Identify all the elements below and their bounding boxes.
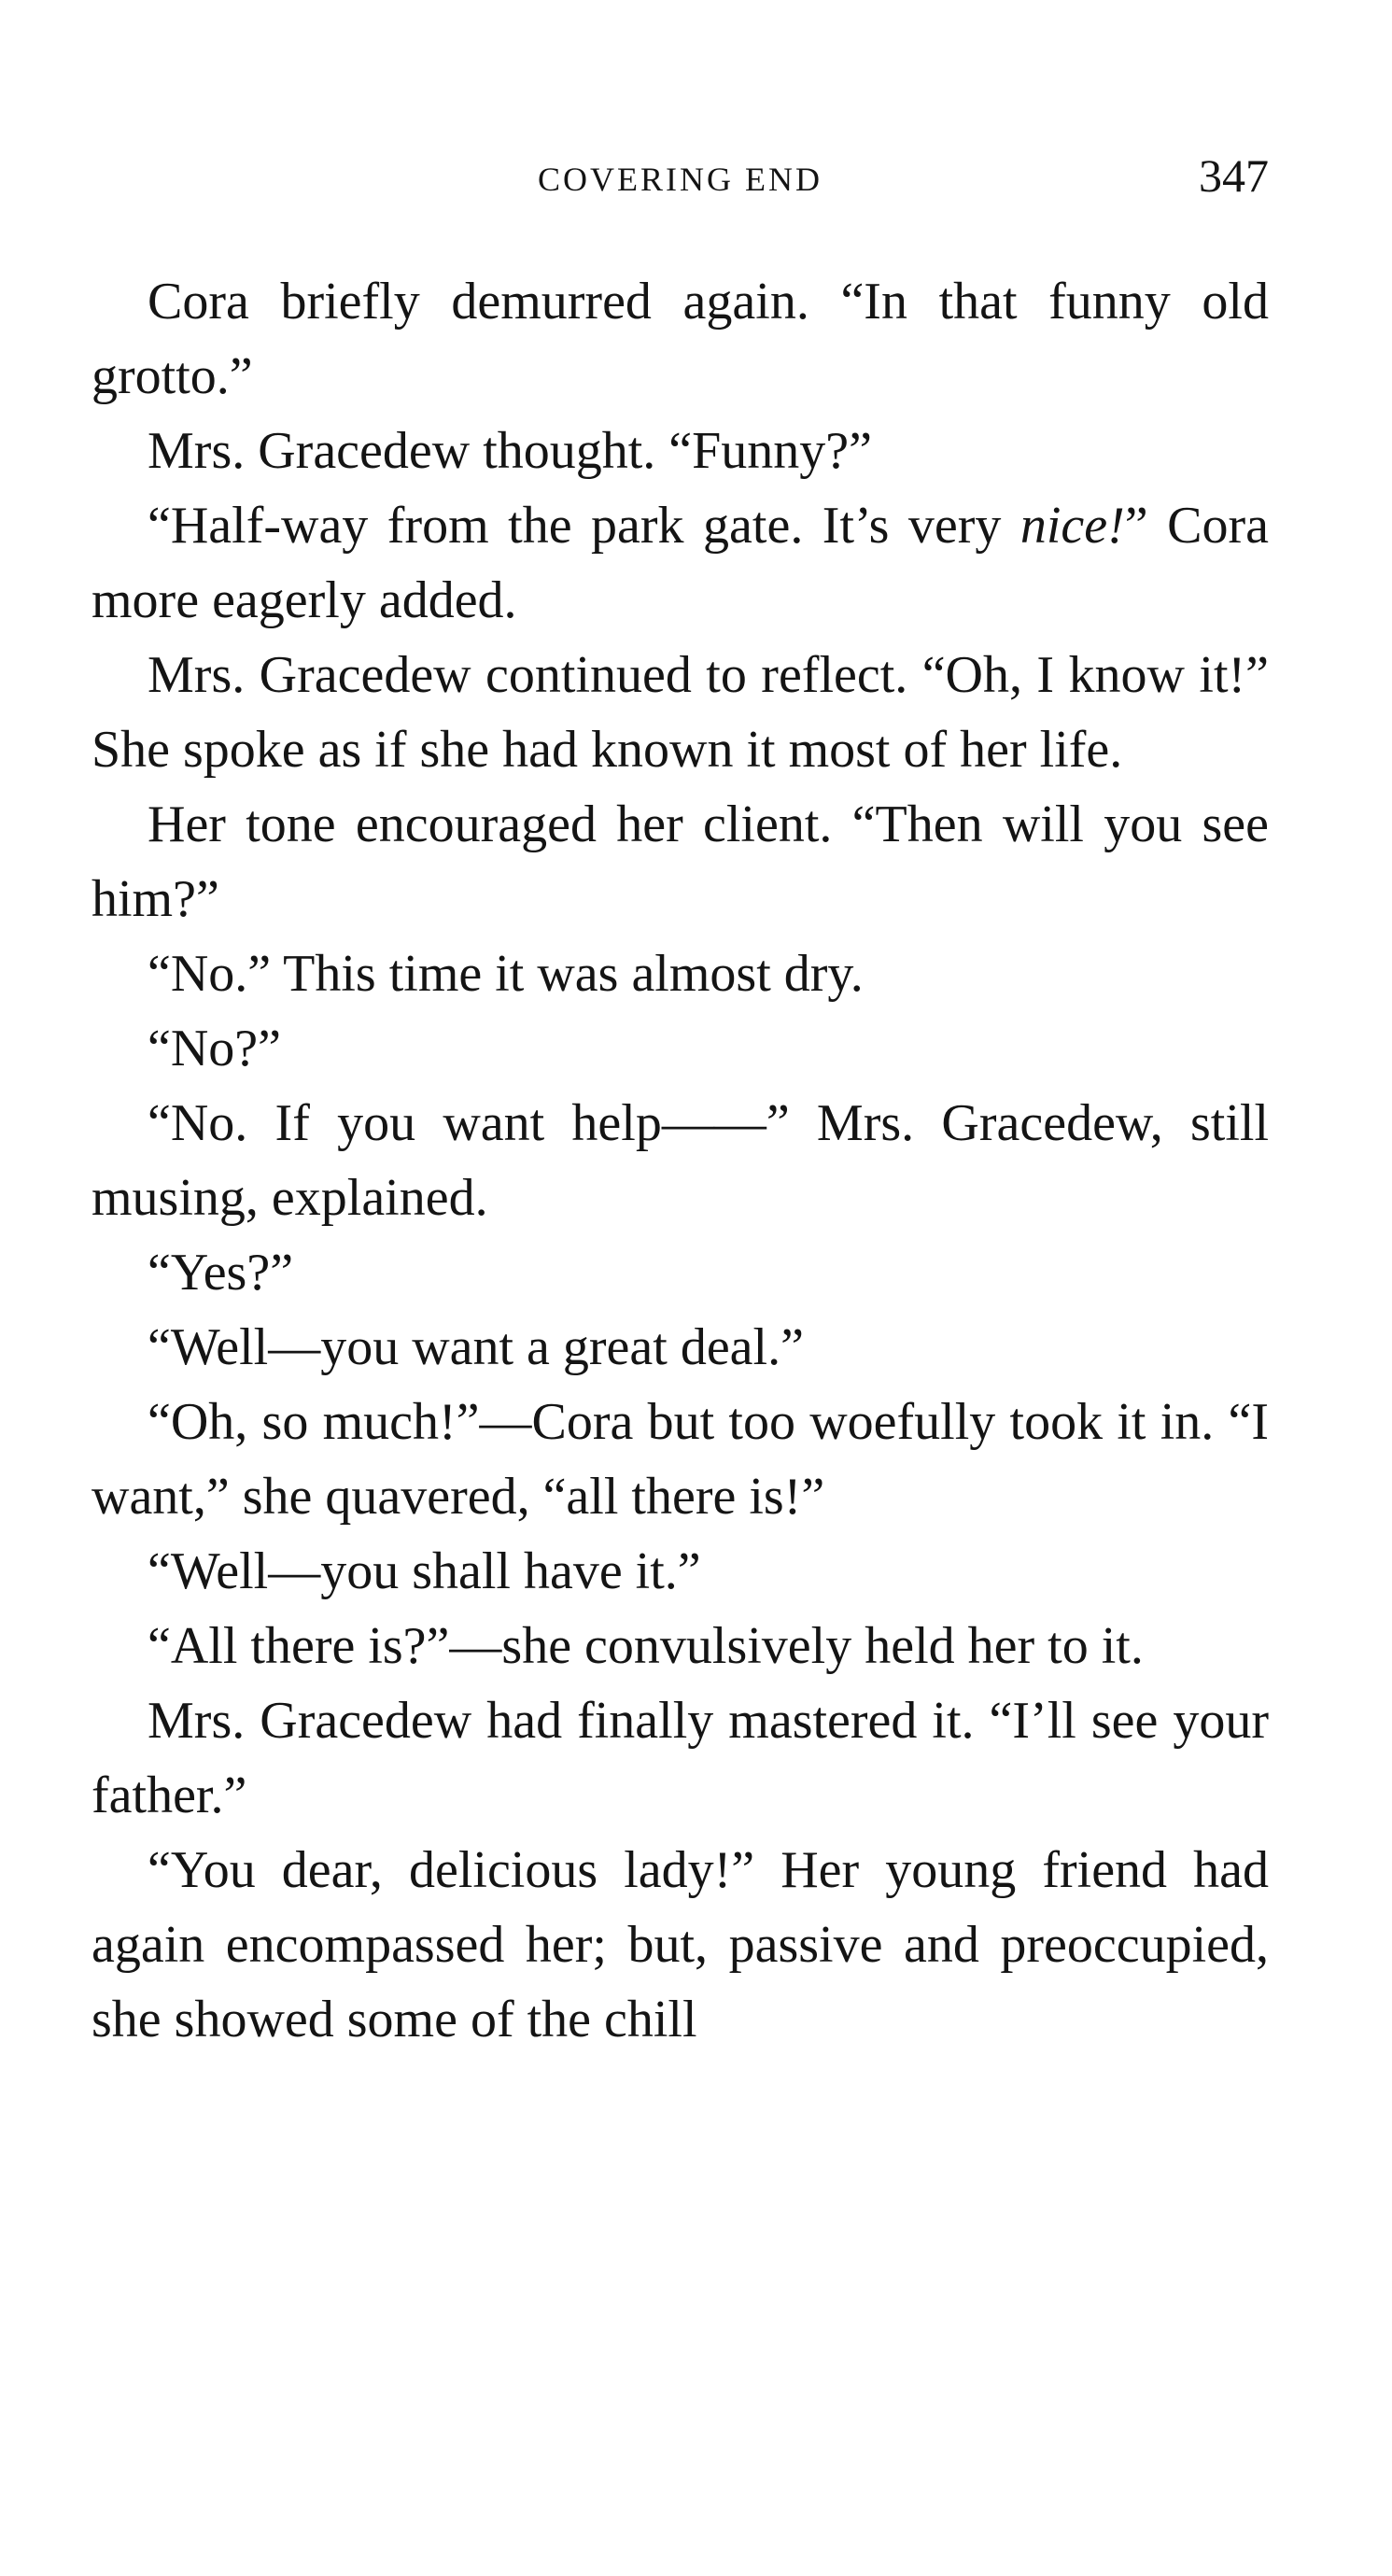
text-segment: “Well—you want a great deal.” (148, 1318, 804, 1376)
paragraph (91, 264, 1269, 414)
paragraph (91, 1833, 1269, 2057)
text-segment: Mrs. Gracedew had finally mastered it. “I’ll see your father.” (91, 1692, 1269, 1824)
text-segment: Mrs. Gracedew continued to reflect. “Oh, I know it!” She spoke as if she had known it most of her life. (91, 646, 1269, 779)
paragraph (91, 1310, 1269, 1385)
text-segment: ” Cora more eagerly added. (91, 497, 1269, 629)
text-segment: “No?” (148, 1020, 282, 1077)
paragraph (91, 1385, 1269, 1534)
text-segment: “Half-way from the park gate. It’s very (148, 497, 1020, 555)
text-segment: Cora briefly demurred again. “In that funny old grotto.” (91, 273, 1269, 405)
paragraph (91, 1683, 1269, 1833)
paragraph (91, 1011, 1269, 1086)
text-segment: “You dear, delicious lady!” Her young friend had again encompassed her; but, passive and preoccupied, she showed some of the chill (91, 1841, 1269, 2048)
text-segment: “Yes?” (148, 1244, 294, 1302)
text-segment: “All there is?”—she convulsively held her to it. (148, 1617, 1144, 1675)
paragraph (91, 488, 1269, 638)
body-text (91, 264, 1269, 2057)
text-segment: Her tone encouraged her client. “Then will you see him?” (91, 795, 1269, 928)
paragraph (91, 1534, 1269, 1609)
paragraph (91, 638, 1269, 787)
text-segment: “Oh, so much!”—Cora but too woefully took it in. “I want,” she quavered, “all there is!” (91, 1393, 1269, 1526)
paragraph (91, 1235, 1269, 1310)
text-segment: “No.” This time it was almost dry. (148, 945, 864, 1003)
text-segment: Mrs. Gracedew thought. “Funny?” (148, 422, 873, 480)
paragraph (91, 1609, 1269, 1683)
text-segment: “No. If you want help——” Mrs. Gracedew, still musing, explained. (91, 1094, 1269, 1227)
page-number: 347 (1199, 149, 1269, 202)
text-segment: “Well—you shall have it.” (148, 1542, 701, 1600)
running-title: COVERING END (538, 161, 823, 198)
paragraph (91, 936, 1269, 1011)
paragraph (91, 787, 1269, 936)
paragraph (91, 1086, 1269, 1235)
paragraph (91, 414, 1269, 488)
emphasis-text: nice! (1019, 497, 1125, 555)
page-header (91, 149, 1269, 205)
